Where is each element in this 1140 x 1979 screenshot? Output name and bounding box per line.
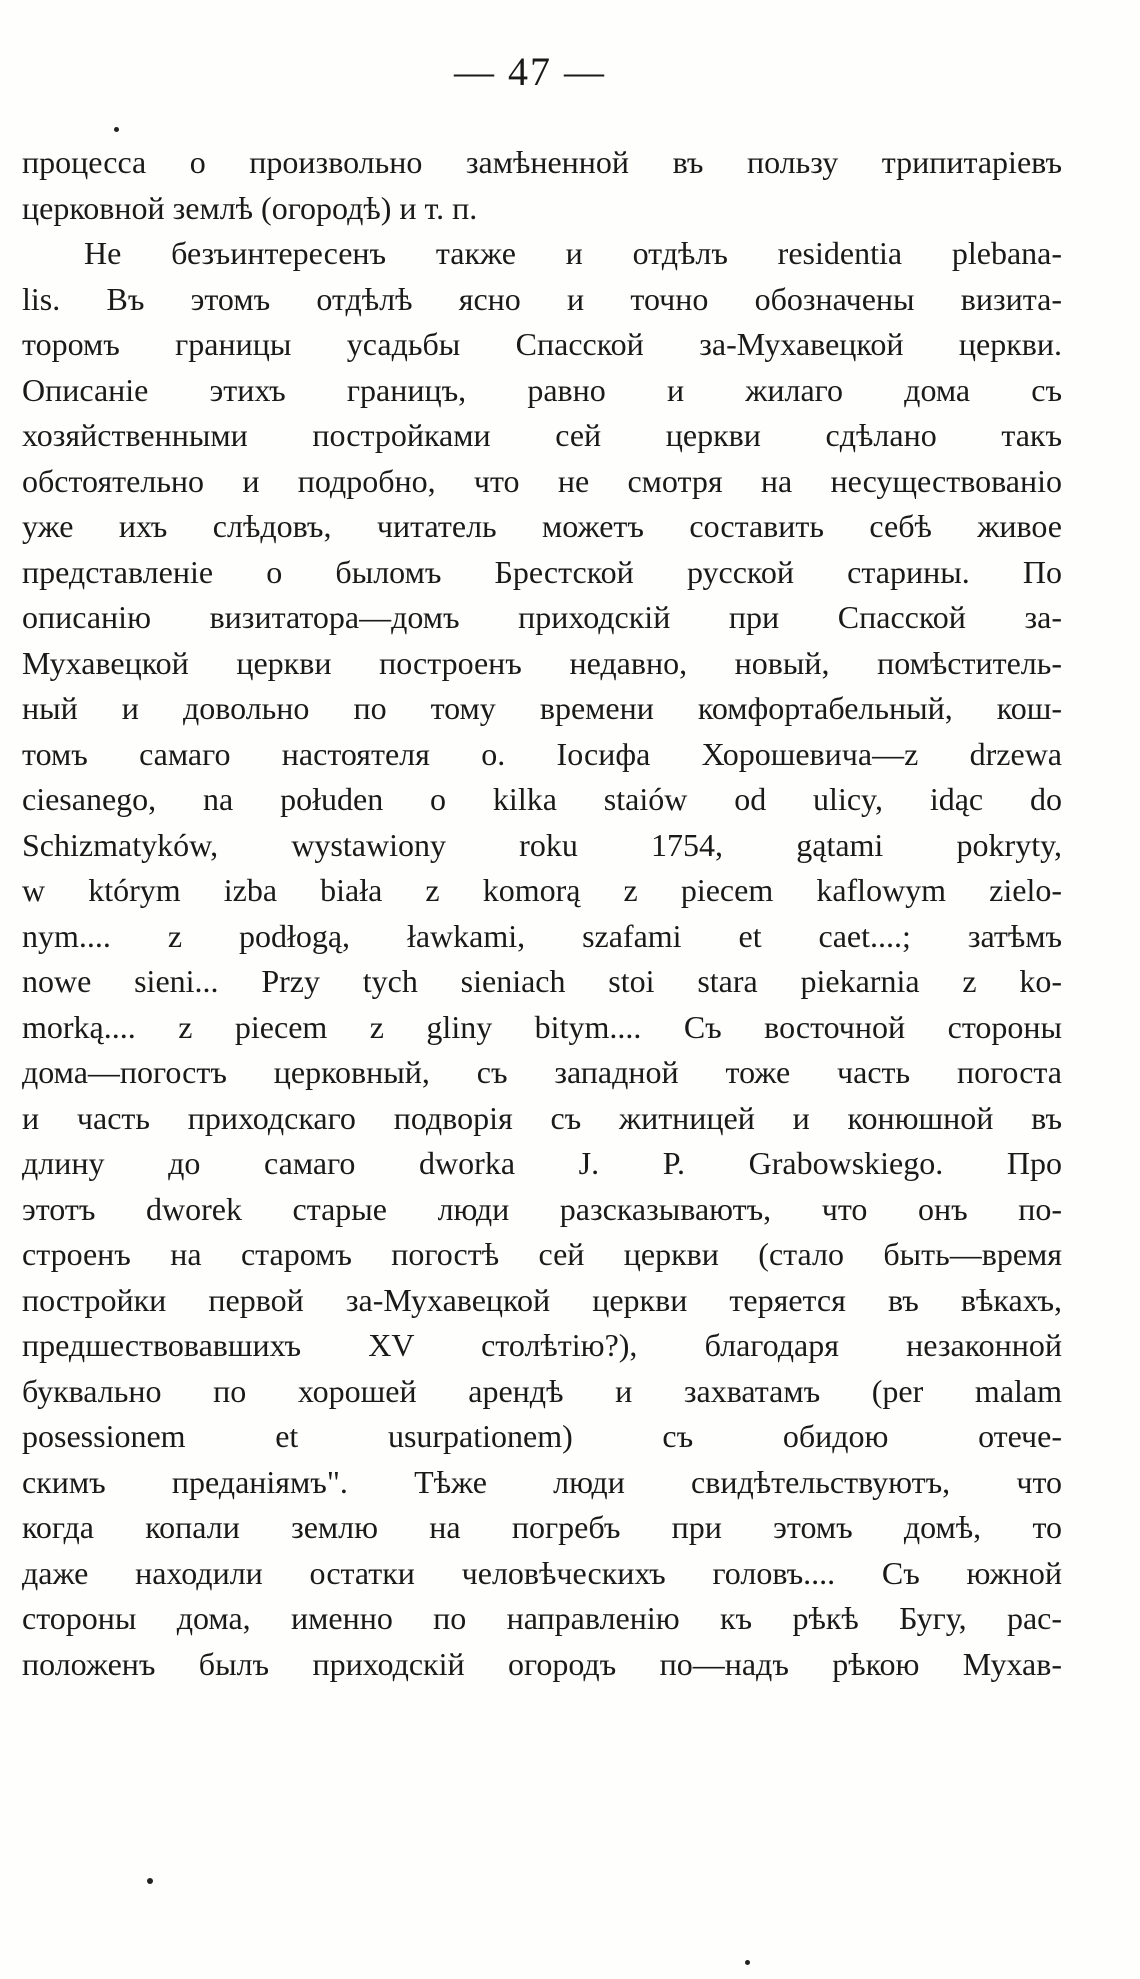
page-number: — 47 — [454, 49, 606, 94]
text-line: процесса о произвольно замѣненной въ пользу трипитаріевъ [22, 144, 1062, 180]
text-line: Мухавецкой церкви построенъ недавно, новый, помѣститель- [22, 644, 1062, 681]
text-line: nym.... z podłogą, ławkami, szafami et caet....; затѣмъ [22, 917, 1062, 954]
scan-speck [147, 1878, 153, 1884]
text-line: Описаніе этихъ границъ, равно и жилаго дома съ [22, 371, 1062, 408]
text-line: предшествовавшихъ XV столѣтію?), благодаря незаконной [22, 1327, 1062, 1363]
text-line: хозяйственными постройками сей церкви сдѣлано такъ [22, 417, 1062, 453]
text-line: длину до самаго dworka J. P. Grabowskiego. Про [22, 1145, 1062, 1181]
text-line: ciesanego, na połuden o kilka staiów od ulicy, idąc do [22, 781, 1062, 817]
text-line: скимъ преданіямъ". Тѣже люди свидѣтельствуютъ, что [22, 1463, 1062, 1500]
text-line: когда копали землю на погребъ при этомъ домѣ, то [22, 1509, 1062, 1545]
text-line: торомъ границы усадьбы Спасской за-Мухавецкой церкви. [22, 326, 1062, 362]
text-line: ный и довольно по тому времени комфортабельный, кош- [22, 690, 1062, 726]
text-line: постройки первой за-Мухавецкой церкви теряется въ вѣкахъ, [22, 1281, 1062, 1318]
text-line: даже находили остатки человѣческихъ головъ.... Съ южной [22, 1554, 1062, 1591]
text-line: буквально по хорошей арендѣ и захватамъ (per malam [22, 1372, 1062, 1409]
text-line: положенъ былъ приходскій огородъ по—надъ рѣкою Мухав- [22, 1645, 1062, 1682]
text-line: w którym izba biała z komorą z piecem kaflowym zielo- [22, 872, 1062, 908]
scan-speck [114, 127, 119, 132]
text-line: описанію визитатора—домъ приходскій при Спасской за- [22, 599, 1062, 635]
text-line: обстоятельно и подробно, что не смотря на несуществованіо [22, 462, 1062, 499]
text-line: строенъ на старомъ погостѣ сей церкви (стало быть—время [22, 1236, 1062, 1272]
body-text [22, 140, 1062, 1687]
text-line: представленіе о быломъ Брестской русской старины. По [22, 553, 1062, 590]
text-line: и часть приходскаго подворія съ житницей и конюшной въ [22, 1099, 1062, 1136]
text-line: lis. Въ этомъ отдѣлѣ ясно и точно обозначены визита- [22, 280, 1062, 317]
text-line: morką.... z piecem z gliny bitym.... Съ восточной стороны [22, 1008, 1062, 1045]
text-line: nowe sieni... Przy tych sieniach stoi stara piekarnia z ko- [22, 963, 1062, 999]
text-line: уже ихъ слѣдовъ, читатель можетъ составить себѣ живое [22, 508, 1062, 544]
text-line: дома—погостъ церковный, съ западной тоже часть погоста [22, 1054, 1062, 1090]
text-line: стороны дома, именно по направленію къ рѣкѣ Бугу, рас- [22, 1600, 1062, 1636]
text-line: томъ самаго настоятеля о. Іосифа Хорошевича—z drzewa [22, 735, 1062, 772]
text-line: церковной землѣ (огородѣ) и т. п. [22, 189, 478, 226]
text-line: posessionem et usurpationem) съ обидою отече- [22, 1418, 1062, 1454]
scan-speck [745, 1960, 750, 1965]
text-line: Не безъинтересенъ также и отдѣлъ residentia plebana- [84, 235, 1062, 271]
text-line: этотъ dworek старые люди разсказываютъ, что онъ по- [22, 1190, 1062, 1227]
text-line: Schizmatyków, wystawiony roku 1754, gątami pokryty, [22, 826, 1062, 863]
